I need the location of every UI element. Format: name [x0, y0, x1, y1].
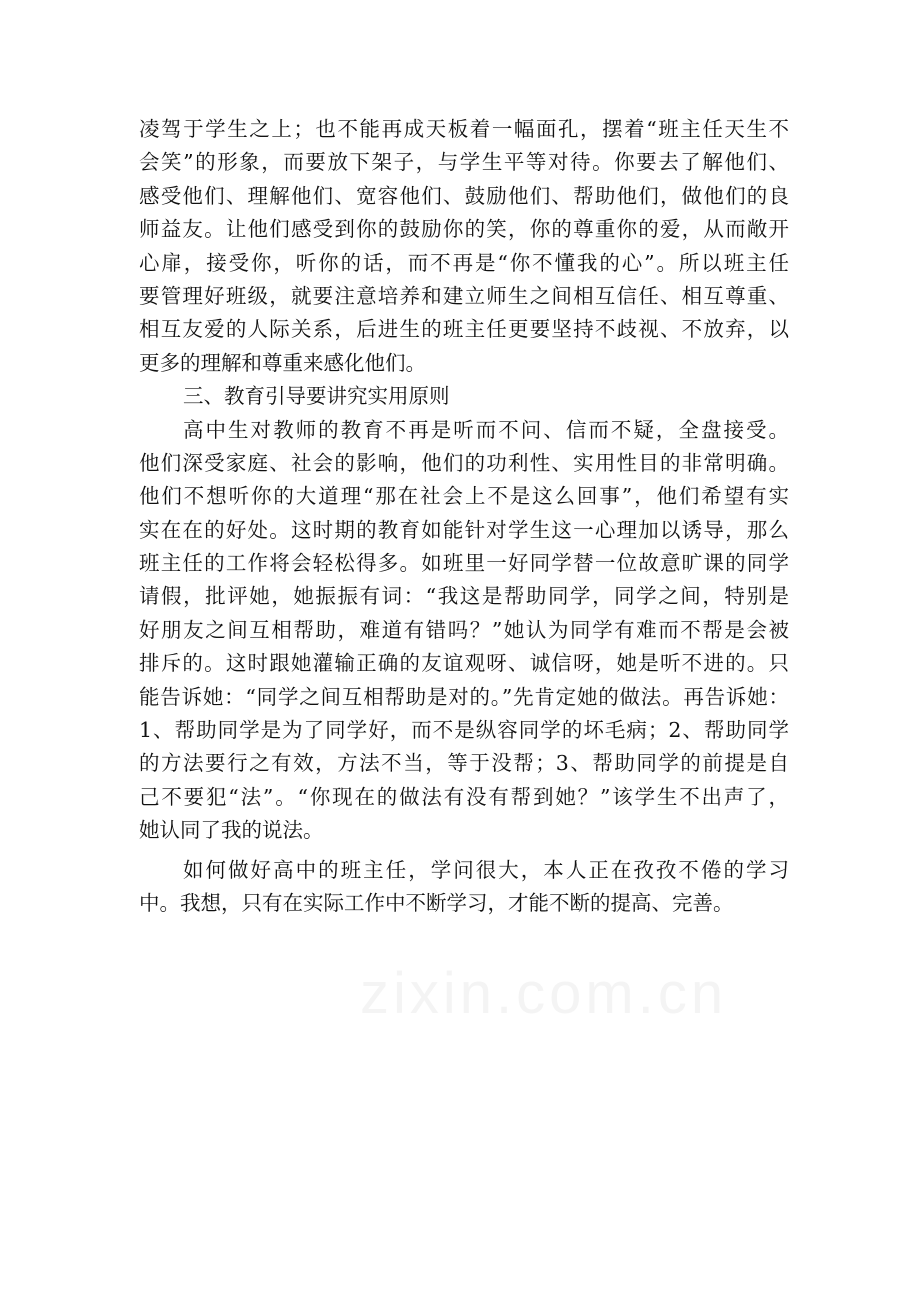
paragraph-line: 相互友爱的人际关系，后进生的班主任更要坚持不歧视、不放弃，以	[139, 317, 789, 342]
paragraph-line: 感受他们、理解他们、宽容他们、鼓励他们、帮助他们，做他们的良	[139, 183, 789, 208]
paragraph-line: 能告诉她：“同学之间互相帮助是对的。”先肯定她的做法。再告诉她：	[139, 684, 789, 709]
paragraph-line: 好朋友之间互相帮助，难道有错吗？”她认为同学有难而不帮是会被	[139, 617, 789, 642]
section-heading: 三、教育引导要讲究实用原则	[183, 384, 450, 409]
paragraph-line: 她认同了我的说法。	[139, 818, 324, 843]
paragraph-line: 凌驾于学生之上；也不能再成天板着一幅面孔，摆着“班主任天生不	[139, 117, 789, 141]
paragraph-line: 师益友。让他们感受到你的鼓励你的笑，你的尊重你的爱，从而敞开	[139, 217, 789, 242]
paragraph-line: 他们深受家庭、社会的影响，他们的功利性、实用性目的非常明确。	[139, 450, 789, 475]
paragraph-line: 班主任的工作将会轻松得多。如班里一好同学替一位故意旷课的同学	[139, 551, 789, 576]
paragraph-line: 中。我想，只有在实际工作中不断学习，才能不断的提高、完善。	[139, 890, 734, 915]
paragraph-line: 己不要犯“法”。“你现在的做法有没有帮到她？”该学生不出声了，	[139, 784, 789, 809]
paragraph-line: 的方法要行之有效，方法不当，等于没帮；3、帮助同学的前提是自	[139, 751, 789, 776]
watermark: zixin.com.cn	[360, 961, 728, 1026]
paragraph-line: 实在在的好处。这时期的教育如能针对学生这一心理加以诱导，那么	[139, 517, 789, 542]
paragraph-line: 1、帮助同学是为了同学好，而不是纵容同学的坏毛病；2、帮助同学	[139, 718, 789, 743]
paragraph-line: 请假，批评她，她振振有词：“我这是帮助同学，同学之间，特别是	[139, 584, 789, 609]
paragraph-line: 更多的理解和尊重来感化他们。	[139, 350, 426, 375]
paragraph-line: 心扉，接受你，听你的话，而不再是“你不懂我的心”。所以班主任	[139, 250, 789, 275]
document-body	[139, 113, 789, 920]
paragraph-line: 如何做好高中的班主任，学问很大，本人正在孜孜不倦的学习	[183, 857, 789, 882]
paragraph-line: 他们不想听你的大道理“那在社会上不是这么回事”，他们希望有实	[139, 484, 789, 509]
paragraph-line: 要管理好班级，就要注意培养和建立师生之间相互信任、相互尊重、	[139, 283, 789, 308]
paragraph-line: 排斥的。这时跟她灌输正确的友谊观呀、诚信呀，她是听不进的。只	[139, 651, 789, 676]
paragraph-line: 高中生对教师的教育不再是听而不问、信而不疑，全盘接受。	[183, 417, 789, 442]
paragraph-line: 会笑”的形象，而要放下架子，与学生平等对待。你要去了解他们、	[139, 150, 789, 175]
